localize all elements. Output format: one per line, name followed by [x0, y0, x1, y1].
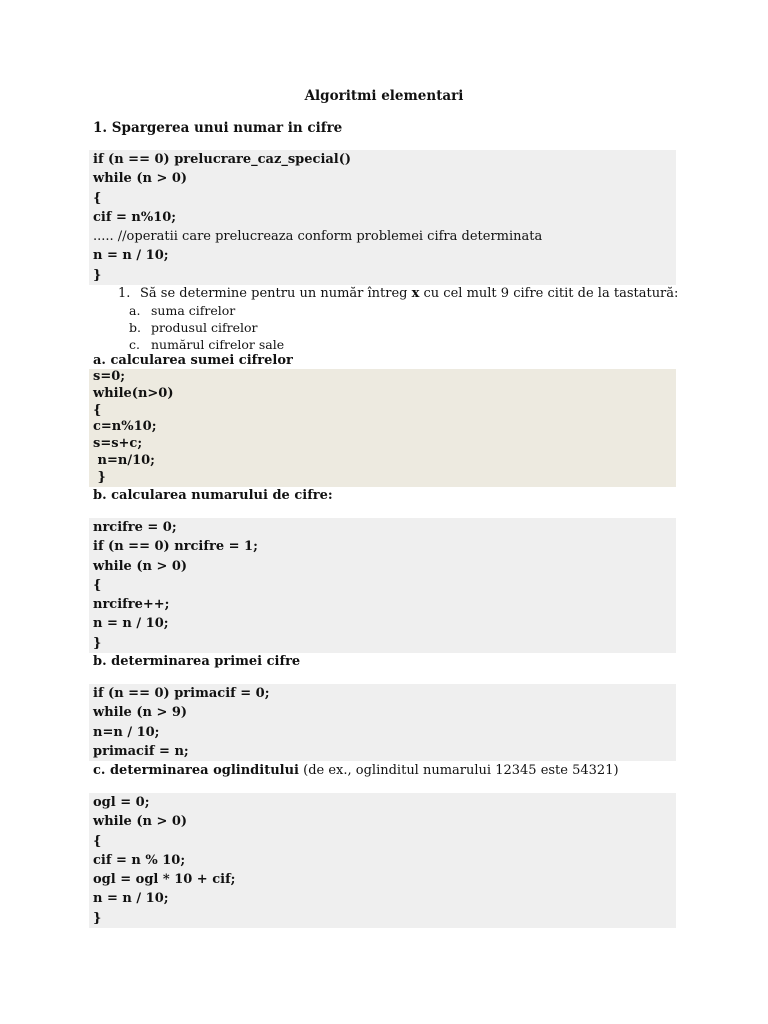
list-marker: a.: [129, 303, 141, 318]
list-item-text: numărul cifrelor sale: [151, 337, 285, 352]
code-line: while (n > 0): [93, 171, 188, 187]
code-line: s=s+c;: [93, 436, 143, 452]
problem-text-part: Să se determine pentru un număr întreg: [140, 286, 412, 301]
code-line: }: [93, 635, 102, 651]
code-line: cif = n%10;: [93, 209, 177, 225]
code-line: }: [93, 469, 106, 485]
page-title: Algoritmi elementari: [304, 88, 464, 104]
code-line: if (n == 0) nrcifre = 1;: [93, 539, 258, 555]
part-c-heading: [93, 763, 619, 778]
code-line: n=n / 10;: [93, 724, 160, 740]
code-block-sum: [89, 369, 676, 487]
code-line: while(n>0): [93, 385, 174, 401]
code-line: {: [93, 402, 102, 418]
code-comment-line: ..... //operatii care prelucreaza conform problemei cifra determinata: [93, 229, 543, 245]
code-line: while (n > 0): [93, 814, 188, 830]
part-b-heading: b. calcularea numarului de cifre:: [93, 488, 333, 503]
list-marker: b.: [129, 320, 141, 335]
code-block-first-digit: [89, 684, 676, 761]
code-block-digit-split: [89, 150, 676, 285]
code-line: if (n == 0) prelucrare_caz_special(): [93, 152, 352, 167]
code-line: nrcifre++;: [93, 597, 170, 613]
part-b2-heading: b. determinarea primei cifre: [93, 654, 301, 669]
part-c-title: c. determinarea oglinditului: [93, 763, 299, 778]
code-block-digit-count: [89, 518, 676, 653]
code-line: ogl = 0;: [93, 795, 150, 810]
code-line: n = n / 10;: [93, 616, 169, 632]
code-line: while (n > 0): [93, 558, 188, 574]
code-block-mirror: [89, 793, 676, 928]
problem-variable: x: [411, 286, 420, 301]
code-line: ogl = ogl * 10 + cif;: [93, 872, 236, 888]
code-line: primacif = n;: [93, 743, 189, 759]
code-line: n = n / 10;: [93, 891, 169, 907]
problem-number: 1.: [118, 286, 131, 301]
code-line: n=n/10;: [93, 452, 155, 468]
part-c-note: (de ex., oglinditul numarului 12345 este 54321): [299, 763, 619, 778]
code-line: s=0;: [93, 369, 126, 384]
code-line: if (n == 0) primacif = 0;: [93, 686, 270, 701]
code-line: cif = n % 10;: [93, 852, 186, 868]
code-line: {: [93, 190, 102, 206]
code-line: nrcifre = 0;: [93, 520, 177, 535]
code-line: n = n / 10;: [93, 248, 169, 264]
code-line: {: [93, 833, 102, 849]
code-line: }: [93, 910, 102, 926]
list-item-text: suma cifrelor: [151, 303, 236, 318]
problem-text: [140, 286, 678, 301]
part-a-heading: a. calcularea sumei cifrelor: [93, 353, 293, 368]
list-marker: c.: [129, 337, 140, 352]
list-item-text: produsul cifrelor: [151, 320, 258, 335]
code-line: while (n > 9): [93, 705, 188, 721]
code-line: }: [93, 267, 102, 283]
code-line: c=n%10;: [93, 419, 157, 435]
section-heading: 1. Spargerea unui numar in cifre: [93, 120, 343, 136]
problem-text-part: cu cel mult 9 cifre citit de la tastatură:: [419, 286, 679, 301]
code-line: {: [93, 577, 102, 593]
